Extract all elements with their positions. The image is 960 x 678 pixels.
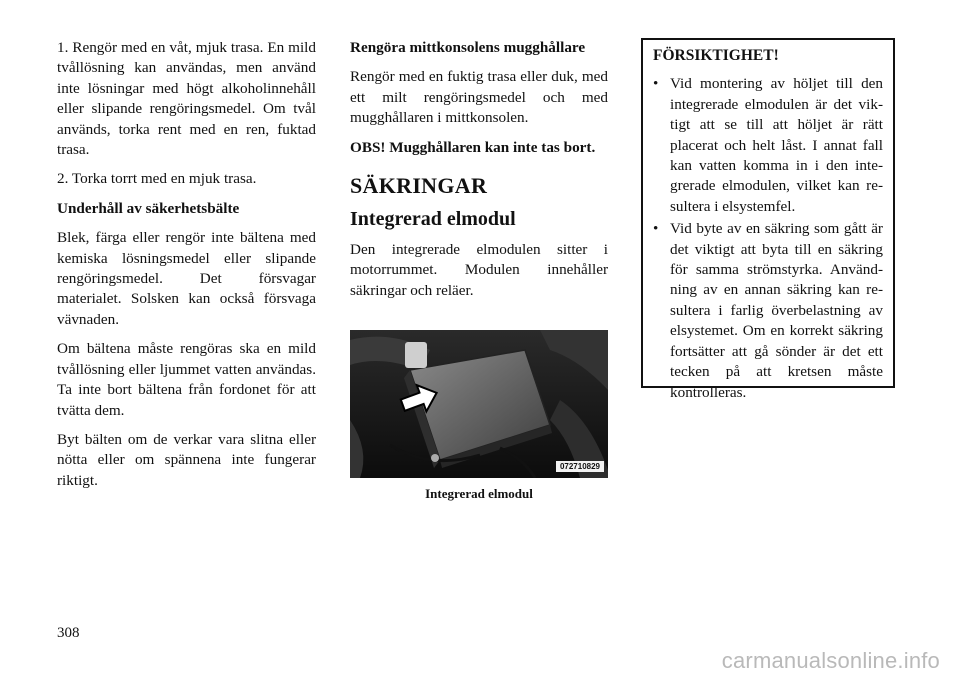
seatbelt-paragraph-2: Om bältena måste rengöras ska en mild tvållösning eller ljummet vatten användas. Ta inte bort bältena från fordonet för att tvätta dem. [57, 340, 316, 419]
seatbelt-paragraph-3: Byt bälten om de verkar vara slitna eller nötta eller om spännena inte fungerar riktigt. [57, 430, 316, 489]
seatbelt-paragraph-1: Blek, färga eller rengör inte bältena med kemiska lösningsmedel eller slipande rengöringsmedel. Det försvagar materialet. Solsken kan också försvaga vävnaden. [57, 229, 316, 328]
step-2-text: 2. Torka torrt med en mjuk trasa. [57, 170, 257, 188]
step-1-text: 1. Rengör med en våt, mjuk trasa. En mild tvållösning kan användas, men använd inte lösningar med högt alkoholinnehåll eller slipande rengöringsmedel. Om tvål används, torka rent med en ren, fuktad trasa. [57, 39, 316, 159]
caution-box [641, 38, 895, 401]
caution-item: • Vid byte av en säkring som gått är det viktigt att byta till en säkring för samma strömstyrka. Användning av en annan säkring kan resultera i farlig överbelastning av elsystemet. Om en korrekt säkring fortsätter att gå sönder är det ett tecken på att kretsen måste kontrolleras. [653, 219, 883, 403]
subsection-title: Integrerad elmodul [350, 208, 516, 231]
middle-column [350, 38, 608, 310]
image-code: 072710829 [556, 461, 604, 472]
caution-title: FÖRSIKTIGHET! [653, 47, 779, 64]
cupholder-note: OBS! Mugghållaren kan inte tas bort. [350, 138, 596, 156]
cupholder-paragraph: Rengör med en fuktig trasa eller duk, med ett milt rengöringsmedel och med mugghållaren i mittkonsolen. [350, 68, 608, 127]
page-number: 308 [57, 625, 80, 641]
watermark: carmanualsonline.info [721, 648, 940, 673]
cupholder-heading: Rengöra mittkonsolens mugghållare [350, 39, 586, 56]
module-paragraph: Den integrerade elmodulen sitter i motorrummet. Modulen innehåller säkringar och reläer. [350, 241, 608, 299]
left-column [57, 38, 316, 500]
section-title: SÄKRINGAR [350, 173, 488, 199]
figure-caption: Integrerad elmodul [425, 486, 533, 501]
caution-item: • Vid montering av höljet till den integrerade elmodulen är det viktigt att se till att höljet är rätt placerat och helt låst. I annat fall kan vatten komma in i den integrerade elmodulen, vilket kan resultera i elsystemfel. [653, 74, 883, 217]
module-photo [350, 330, 608, 478]
caution-list [653, 74, 883, 403]
engine-bay-illustration [350, 330, 608, 478]
seatbelt-heading: Underhåll av säkerhetsbälte [57, 199, 240, 217]
